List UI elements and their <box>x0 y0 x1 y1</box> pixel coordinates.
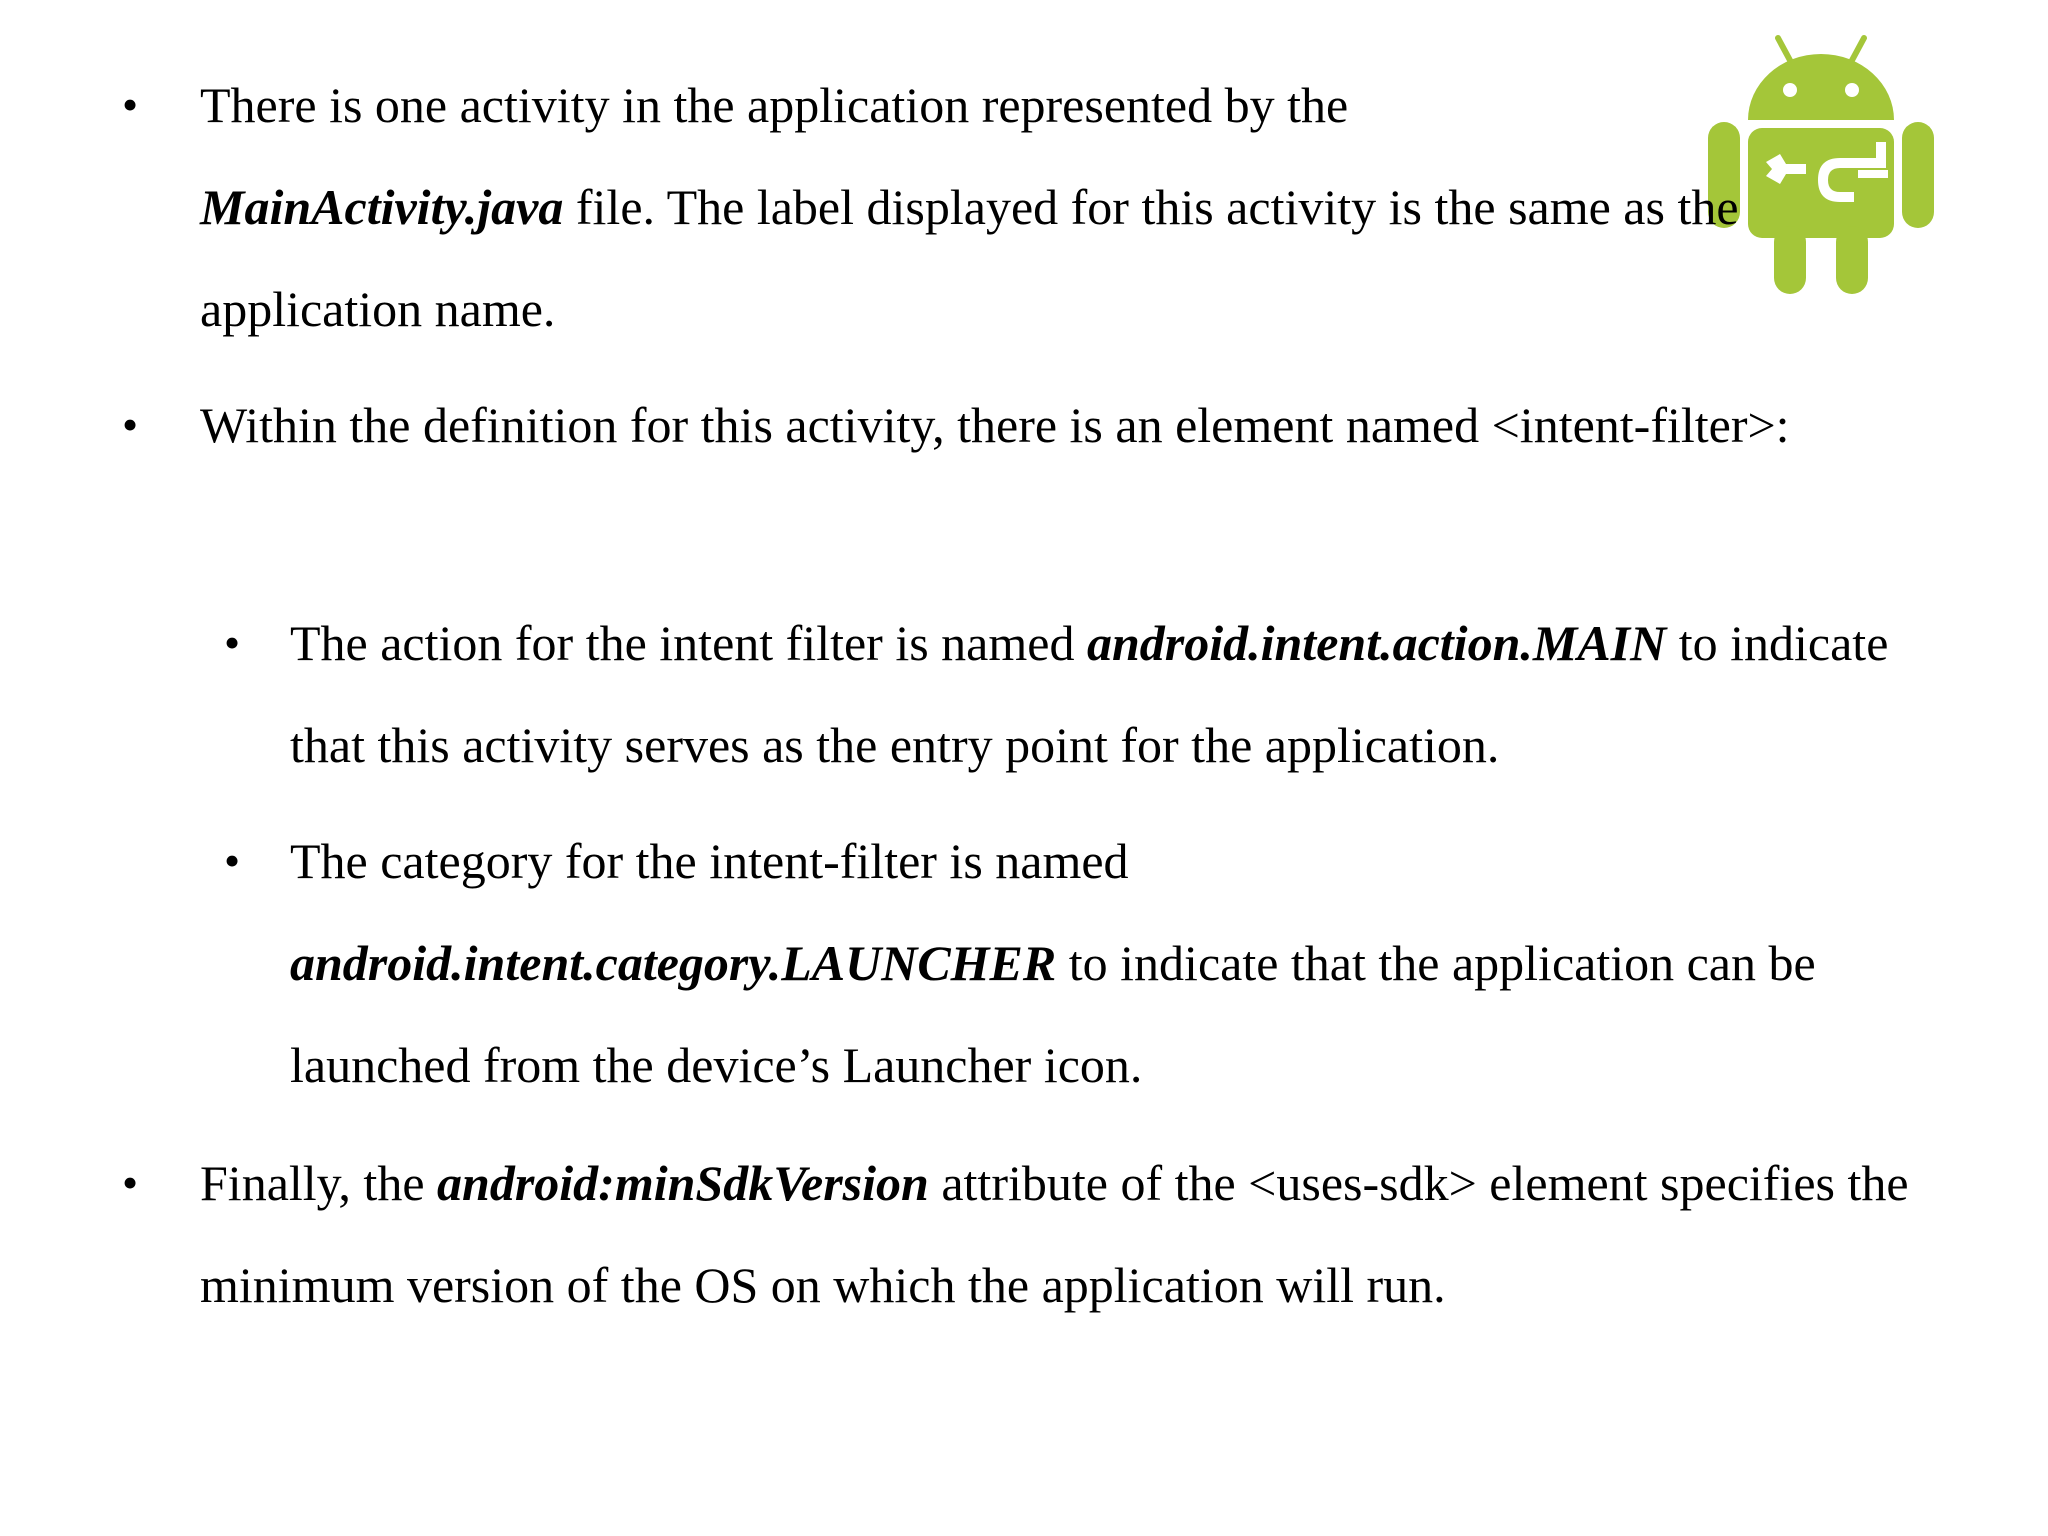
bullet-text: Finally, the android:minSdkVersion attribute of the <uses-sdk> element specifies the minimum version of the OS on which the application will run. <box>200 1155 1909 1313</box>
bullet-marker: • <box>122 79 139 130</box>
bullet-marker: • <box>224 835 241 886</box>
bullet-text: The action for the intent filter is named android.intent.action.MAIN to indicate that this activity serves as the entry point for the application. <box>290 615 1889 773</box>
bullet-text: There is one activity in the application represented by the MainActivity.java file. The label displayed for this activity is the same as the application name. <box>200 77 1739 337</box>
bullet-text: Within the definition for this activity, there is an element named <intent-filter>: <box>200 397 1790 453</box>
bullet-marker: • <box>122 399 139 450</box>
bullet-marker: • <box>122 1157 139 1208</box>
code-term: android.intent.category.LAUNCHER <box>290 935 1057 991</box>
code-term: MainActivity.java <box>200 179 564 235</box>
code-term: android.intent.action.MAIN <box>1086 615 1667 671</box>
bullet-marker: • <box>224 617 241 668</box>
bullet-text: The category for the intent-filter is named android.intent.category.LAUNCHER to indicate that the application can be launched from the device’s Launcher icon. <box>290 833 1816 1093</box>
code-term: android:minSdkVersion <box>437 1155 929 1211</box>
